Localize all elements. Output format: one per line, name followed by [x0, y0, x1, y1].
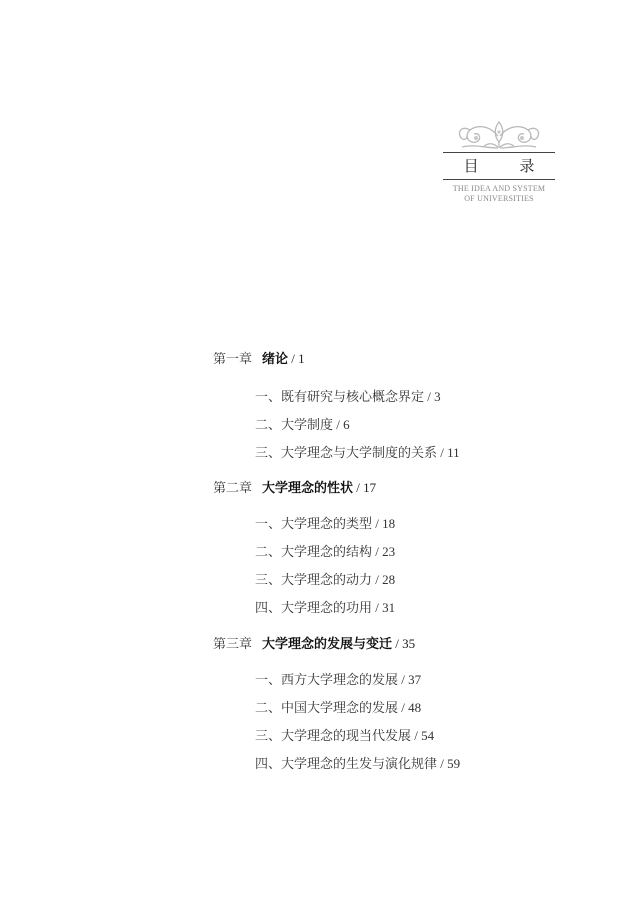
toc-section-2-2[interactable]	[255, 541, 395, 564]
chapter-title: 大学理念的发展与变迁	[262, 637, 393, 652]
page-number: / 11	[437, 445, 460, 460]
toc-chapter-1[interactable]	[213, 348, 305, 371]
section-title: 一、既有研究与核心概念界定	[255, 390, 425, 405]
toc-section-1-3[interactable]	[255, 442, 460, 465]
toc-header	[443, 118, 555, 204]
toc-section-2-4[interactable]	[255, 597, 395, 620]
chapter-title: 大学理念的性状	[262, 481, 354, 496]
toc-section-3-1[interactable]	[255, 669, 421, 692]
section-title: 三、大学理念的现当代发展	[255, 729, 412, 744]
page-number: / 31	[372, 600, 396, 615]
section-title: 二、大学制度	[255, 418, 334, 433]
chapter-number: 第一章	[213, 352, 253, 367]
page-number: / 18	[372, 516, 396, 531]
page-number: / 23	[372, 544, 396, 559]
page-number: / 3	[424, 389, 441, 404]
toc-section-2-1[interactable]	[255, 513, 395, 536]
toc-section-1-1[interactable]	[255, 386, 441, 409]
section-title: 二、中国大学理念的发展	[255, 701, 399, 716]
page-number: / 35	[392, 636, 416, 651]
page-number: / 37	[398, 672, 422, 687]
section-title: 三、大学理念的动力	[255, 573, 373, 588]
page-number: / 59	[437, 756, 461, 771]
section-title: 一、西方大学理念的发展	[255, 673, 399, 688]
page-number: / 6	[333, 417, 350, 432]
chapter-title: 绪论	[262, 352, 289, 367]
page-number: / 28	[372, 572, 396, 587]
english-subtitle	[443, 184, 555, 204]
toc-section-3-2[interactable]	[255, 697, 421, 720]
chapter-number: 第二章	[213, 481, 253, 496]
section-title: 三、大学理念与大学制度的关系	[255, 446, 438, 461]
page-number: / 1	[288, 351, 305, 366]
page-number: / 48	[398, 700, 422, 715]
toc-section-3-4[interactable]	[255, 753, 460, 776]
section-title: 四、大学理念的功用	[255, 601, 373, 616]
toc-section-3-3[interactable]	[255, 725, 434, 748]
subtitle-line-1: THE IDEA AND SYSTEM	[452, 184, 546, 193]
toc-section-1-2[interactable]	[255, 414, 350, 437]
toc-section-2-3[interactable]	[255, 569, 395, 592]
toc-chapter-3[interactable]	[213, 633, 415, 656]
toc-chapter-2[interactable]	[213, 477, 376, 500]
header-rule-bottom	[443, 179, 555, 180]
page-title: 目 录	[463, 157, 553, 175]
section-title: 四、大学理念的生发与演化规律	[255, 757, 438, 772]
page-number: / 54	[411, 728, 435, 743]
section-title: 二、大学理念的结构	[255, 545, 373, 560]
chapter-number: 第三章	[213, 637, 253, 652]
ornament-icon	[454, 118, 544, 150]
page-number: / 17	[353, 480, 377, 495]
subtitle-line-2: OF UNIVERSITIES	[464, 194, 534, 203]
section-title: 一、大学理念的类型	[255, 517, 373, 532]
